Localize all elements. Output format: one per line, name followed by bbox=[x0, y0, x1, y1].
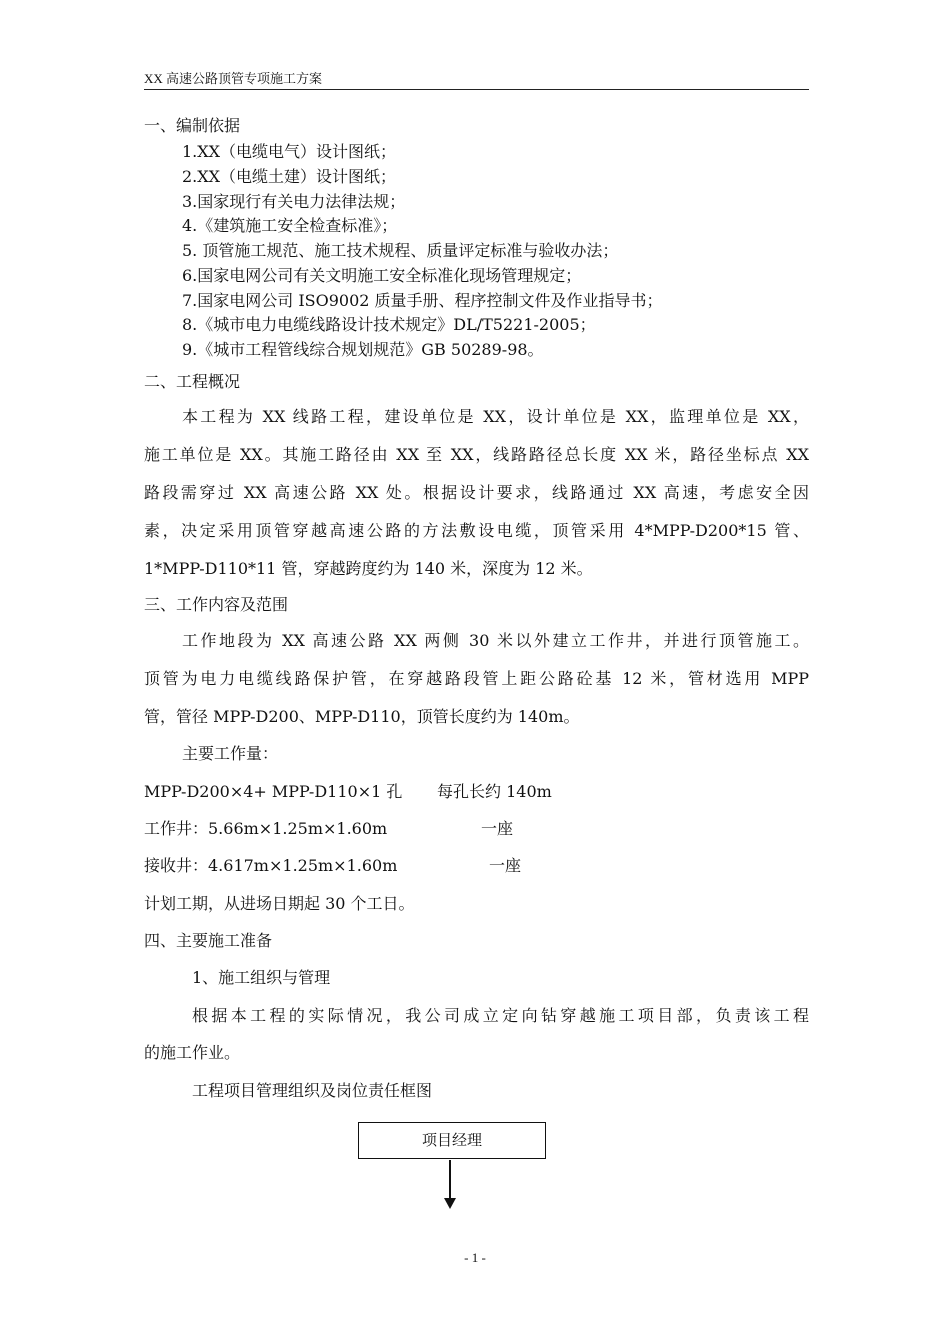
section-4-heading: 四、主要施工准备 bbox=[144, 931, 273, 950]
section-1-item: 7.国家电网公司 ISO9002 质量手册、程序控制文件及作业指导书； bbox=[182, 291, 663, 310]
workload-row-right: 每孔长约 140m bbox=[437, 782, 552, 801]
section-1-item: 9.《城市工程管线综合规划规范》GB 50289-98。 bbox=[182, 340, 544, 359]
section-1-item: 8.《城市电力电缆线路设计技术规定》DL/T5221-2005； bbox=[182, 315, 596, 334]
section-1-item: 1.XX（电缆电气）设计图纸； bbox=[182, 142, 397, 161]
section-4-line: 根据本工程的实际情况，我公司成立定向钻穿越施工项目部，负责该工程 bbox=[192, 1006, 809, 1025]
section-2-line: 本工程为 XX 线路工程，建设单位是 XX，设计单位是 XX，监理单位是 XX， bbox=[182, 407, 809, 426]
section-2-heading: 二、工程概况 bbox=[144, 372, 241, 391]
section-1-item: 5. 顶管施工规范、施工技术规程、质量评定标准与验收办法； bbox=[182, 241, 619, 260]
page-header: XX 高速公路顶管专项施工方案 bbox=[144, 70, 809, 90]
section-3-line: 顶管为电力电缆线路保护管，在穿越路段管上距公路砼基 12 米，管材选用 MPP bbox=[144, 669, 809, 688]
workload-row-left: 工作井：5.66m×1.25m×1.60m bbox=[144, 819, 388, 838]
section-1-item: 3.国家现行有关电力法律法规； bbox=[182, 192, 406, 211]
section-2-line: 素，决定采用顶管穿越高速公路的方法敷设电缆，顶管采用 4*MPP-D200*15 管、 bbox=[144, 521, 809, 540]
section-2-line: 施工单位是 XX。其施工路径由 XX 至 XX，线路路径总长度 XX 米，路径坐标点 XX bbox=[144, 445, 809, 464]
section-1-item: 4.《建筑施工安全检查标准》； bbox=[182, 216, 398, 235]
section-4-line: 的施工作业。 bbox=[144, 1043, 241, 1062]
section-1-item: 6.国家电网公司有关文明施工安全标准化现场管理规定； bbox=[182, 266, 582, 285]
workload-row-right: 一座 bbox=[481, 819, 514, 838]
section-3-line: 管，管径 MPP-D200、MPP-D110，顶管长度约为 140m。 bbox=[144, 707, 580, 726]
schedule-text: 计划工期，从进场日期起 30 个工日。 bbox=[144, 894, 415, 913]
section-3-line: 工作地段为 XX 高速公路 XX 两侧 30 米以外建立工作井，并进行顶管施工。 bbox=[182, 631, 809, 650]
subsection-heading: 1、施工组织与管理 bbox=[192, 968, 331, 987]
workload-label: 主要工作量： bbox=[182, 744, 279, 763]
org-chart-title: 工程项目管理组织及岗位责任框图 bbox=[192, 1081, 433, 1100]
page-number: - 1 - bbox=[464, 1250, 486, 1265]
workload-row-right: 一座 bbox=[489, 856, 522, 875]
org-chart-box-project-manager: 项目经理 bbox=[358, 1122, 546, 1159]
section-3-heading: 三、工作内容及范围 bbox=[144, 595, 289, 614]
section-2-line: 1*MPP-D110*11 管，穿越跨度约为 140 米，深度为 12 米。 bbox=[144, 559, 593, 578]
section-1-item: 2.XX（电缆土建）设计图纸； bbox=[182, 167, 397, 186]
arrow-down-icon bbox=[444, 1198, 456, 1209]
section-1-heading: 一、编制依据 bbox=[144, 116, 241, 135]
org-chart-arrow-line bbox=[449, 1160, 451, 1200]
workload-row-left: 接收井：4.617m×1.25m×1.60m bbox=[144, 856, 398, 875]
section-2-line: 路段需穿过 XX 高速公路 XX 处。根据设计要求，线路通过 XX 高速，考虑安全因 bbox=[144, 483, 809, 502]
workload-row-left: MPP-D200×4+ MPP-D110×1 孔 bbox=[144, 782, 403, 801]
